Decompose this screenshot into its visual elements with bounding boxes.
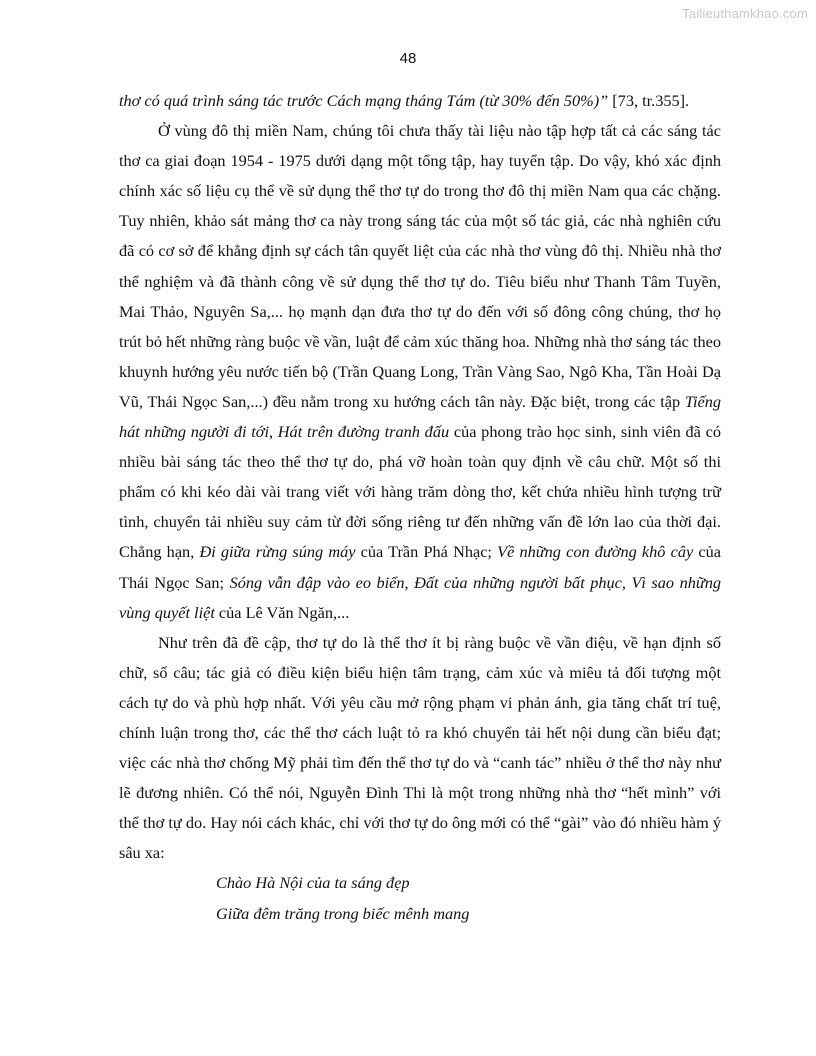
poem-title: Sóng vẫn đập vào eo biển, Đất của những người bất phục, Vì sao những vùng quyết liệt (119, 572, 722, 622)
quote-fragment: thơ có quá trình sáng tác trước Cách mạng tháng Tám (từ 30% đến 50%)” (119, 91, 609, 110)
page-body (119, 86, 721, 929)
text-run: của phong trào học sinh, sinh viên đã có nhiều bài sáng tác theo thể thơ tự do, phá vỡ hoàn toàn quy định về câu chữ. Một số thi phẩm có khi kéo dài vài trang viết với hàng trăm dòng thơ, kết chứa nhiều hình tượng trữ tình, chuyển tải nhiều suy cảm từ đời sống riêng tư đến những vấn đề lớn lao của thời đại. Chẳng hạn, (119, 422, 721, 562)
text-run: , (268, 422, 278, 442)
text-run: của Thái Ngọc San; (119, 542, 721, 592)
collection-title: Tiếng hát những người đi tới (119, 391, 721, 442)
text-run: Ở vùng đô thị miền Nam, chúng tôi chưa thấy tài liệu nào tập hợp tất cả các sáng tác thơ ca giai đoạn 1954 - 1975 dưới dạng một tổng tập, hay tuyển tập. Do vậy, khó xác định chính xác số liệu cụ thể về sử dụng thể thơ tự do trong thơ đô thị miền Nam qua các chặng. Tuy nhiên, khảo sát mảng thơ ca này trong sáng tác của một số tác giả, các nhà nghiên cứu đã có cơ sở để khẳng định sự cách tân quyết liệt của các nhà thơ vùng đô thị. Nhiều nhà thơ thể nghiệm và đã thành công về sử dụng thể thơ tự do. Tiêu biểu như Thanh Tâm Tuyền, Mai Thảo, Nguyên Sa,... họ mạnh dạn đưa thơ tự do đến với số đông công chúng, thơ họ trút bỏ hết những ràng buộc về vần, luật để cảm xúc thăng hoa. Những nhà thơ sáng tác theo khuynh hướng yêu nước tiến bộ (Trần Quang Long, Trần Vàng Sao, Ngô Kha, Tần Hoài Dạ Vũ, Thái Ngọc San,...) đều nằm trong xu hướng cách tân này. Đặc biệt, trong các tập (119, 121, 721, 411)
collection-title: Hát trên đường tranh đấu (277, 422, 450, 442)
watermark: Tailieuthamkhao.com (682, 6, 808, 21)
paragraph-continuation (119, 86, 721, 116)
text-run: của Lê Văn Ngăn,... (214, 602, 350, 622)
text-run: của Trần Phá Nhạc; (355, 542, 498, 562)
verse-line: Giữa đêm trăng trong biếc mênh mang (216, 903, 470, 923)
paragraph-southern-urban-poetry (119, 116, 721, 628)
paragraph-free-verse: Như trên đã đề cập, thơ tự do là thể thơ ít bị ràng buộc về vần điệu, về hạn định số chữ, số câu; tác giả có điều kiện biểu hiện tâm trạng, cảm xúc và miêu tả đối tượng một cách tự do và phù hợp nhất. Với yêu cầu mở rộng phạm vi phản ánh, gia tăng chất trí tuệ, chính luận trong thơ, các thể thơ cách luật tỏ ra khó chuyển tải hết nội dung cần biểu đạt; việc các nhà thơ chống Mỹ phải tìm đến thể thơ tự do và “canh tác” nhiều ở thể thơ này như lẽ đương nhiên. Có thể nói, Nguyễn Đình Thi là một trong những nhà thơ “hết mình” với thể thơ tự do. Hay nói cách khác, chỉ với thơ tự do ông mới có thể “gài” vào đó nhiều hàm ý sâu xa: (119, 632, 721, 863)
verse-line: Chào Hà Nội của ta sáng đẹp (216, 873, 410, 893)
poem-title: Về những con đường khô cây (497, 542, 694, 562)
citation: [73, tr.355]. (608, 91, 690, 110)
page-number: 48 (399, 50, 417, 67)
poem-title: Đi giữa rừng súng máy (199, 542, 356, 562)
